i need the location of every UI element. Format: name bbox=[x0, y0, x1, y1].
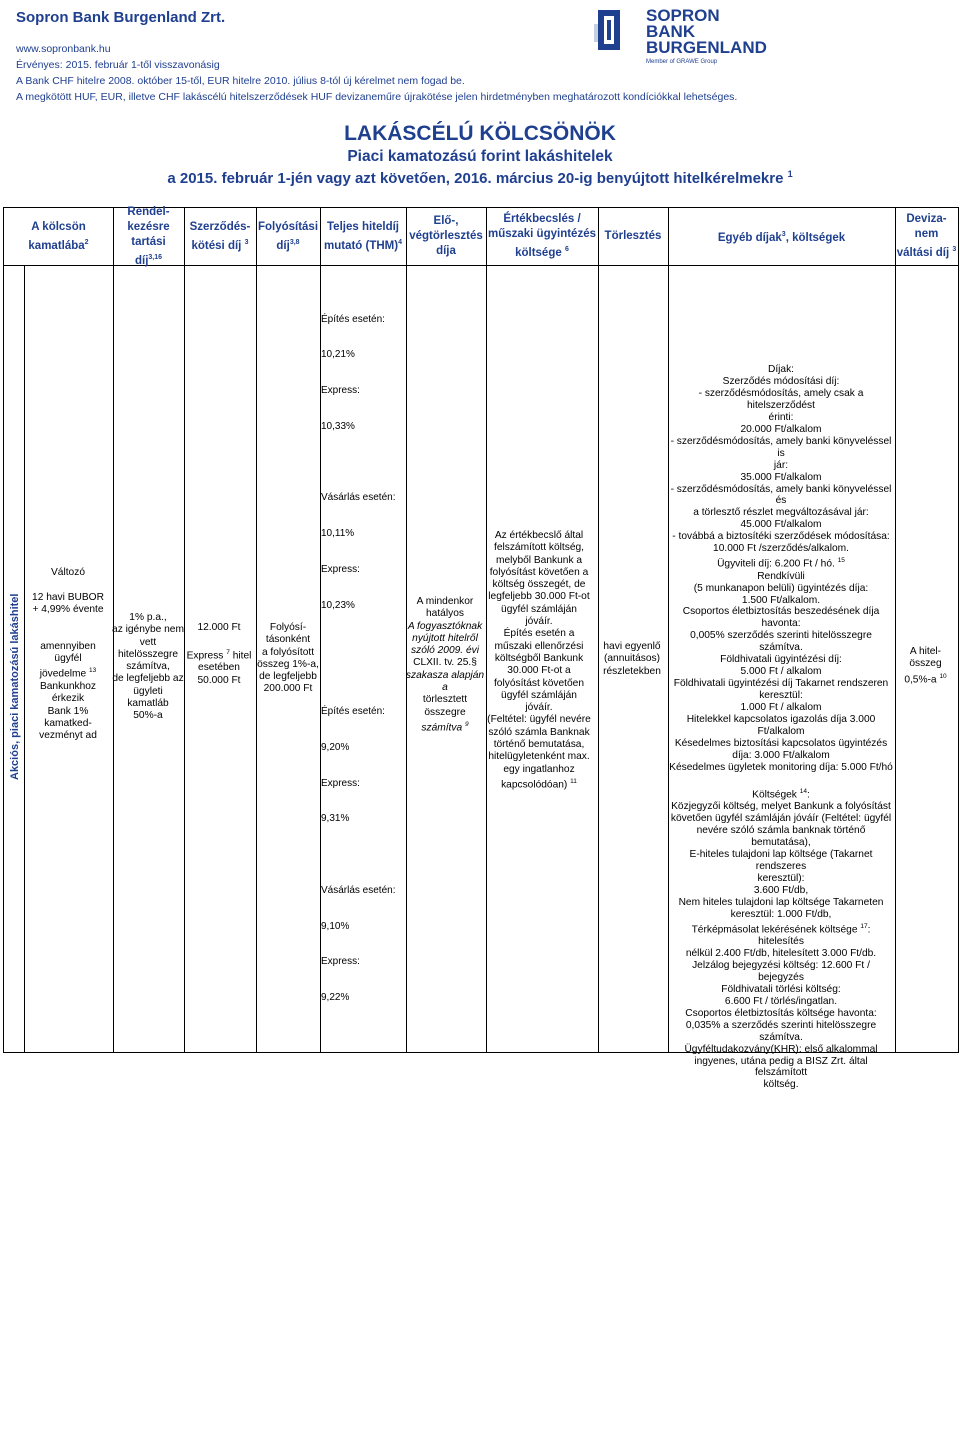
thm-label: Építés esetén: bbox=[321, 706, 385, 717]
thm-value: 10,23% bbox=[321, 600, 355, 611]
thm-label: Express: bbox=[321, 385, 360, 396]
bank-website-link[interactable]: www.sopronbank.hu bbox=[16, 43, 111, 55]
thm-label: Express: bbox=[321, 564, 360, 575]
page-subtitle: Piaci kamatozású forint lakáshitelek bbox=[347, 148, 613, 165]
col-divider bbox=[24, 265, 25, 1052]
thm-value: 9,10% bbox=[321, 921, 350, 932]
col-header-commitment-fee: Rendel- kezésre tartási díj$^{3,16}$ bbox=[127, 205, 170, 267]
logo-line-2: BANK bbox=[646, 22, 696, 41]
row-label-product: Akciós, piaci kamatozású lakáshitel bbox=[9, 593, 21, 780]
thm-label: Építés esetén: bbox=[321, 314, 385, 325]
col-header-currency-change-fee: Deviza-nem váltási díj $^3$ bbox=[896, 213, 957, 259]
thm-value: 10,33% bbox=[321, 421, 355, 432]
thm-value: 10,11% bbox=[321, 528, 355, 539]
thm-label: Express: bbox=[321, 956, 360, 967]
thm-value: 9,22% bbox=[321, 992, 350, 1003]
page-title: LAKÁSCÉLÚ KÖLCSÖNÖK bbox=[344, 122, 616, 145]
col-header-repayment: Törlesztés bbox=[604, 230, 662, 242]
col-header-prepayment-fee: Elő-, végtörlesztés díja bbox=[409, 215, 483, 257]
bank-name: Sopron Bank Burgenland Zrt. bbox=[16, 9, 226, 26]
validity-period: a 2015. február 1-jén vagy azt követően, 2016. március 20-ig benyújtott hitelkérelmekre $^1$ bbox=[167, 169, 793, 187]
thm-label: Vásárlás esetén: bbox=[321, 492, 396, 503]
col-divider bbox=[598, 208, 599, 1052]
col-header-other-fees: Egyéb díjak$^3$, költségek bbox=[717, 231, 846, 244]
logo-member-text: Member of GRAWE Group bbox=[646, 59, 718, 65]
col-header-interest-rate: A kölcsön kamatlába$^2$ bbox=[28, 220, 89, 252]
cell-disbursement-fee: Folyósí- tásonként a folyósított összeg 1%-a, de legfeljebb 200.000 Ft bbox=[257, 622, 319, 695]
thm-value: 9,20% bbox=[321, 742, 350, 753]
validity-note: Érvényes: 2015. február 1-től visszavonásig bbox=[16, 59, 220, 71]
thm-value: 10,21% bbox=[321, 349, 355, 360]
col-header-valuation-cost: Értékbecslés / műszaki ügyintézés költsége $^6$ bbox=[487, 213, 596, 259]
cell-contract-fee: 12.000 Ft Express $^7$ hitel esetében 50.000 Ft bbox=[186, 622, 252, 686]
cell-commitment-fee: 1% p.a., az igénybe nem vett hitelösszegre számítva, de legfeljebb az ügyleti kamatláb 50%-a bbox=[112, 612, 184, 722]
cell-valuation-cost: Az értékbecslő által felszámított költség, melyből Bankunk a folyósítást követően a költség összegét, de legfeljebb 30.000 Ft-ot ügyfél számláján jóváír. Építés esetén a műszaki ellenőrzési költségből Bankunk 30.000 Ft-ot a folyósítást követően ügyfél számláján jóváír. (Feltétel: ügyfél nevére szóló számla Banknak történő bemutatása, hitelügyletenként max. egy ingatlanhoz kapcsolódóan) $^{11}$ bbox=[487, 530, 591, 791]
reconversion-note: A megkötött HUF, EUR, illetve CHF lakáscélú hitelszerződések HUF devizaneműre újrakötése jelen hirdetményben meghatározott kondíciókkal lehetséges. bbox=[16, 91, 738, 103]
logo-line-3: BURGENLAND bbox=[646, 38, 767, 57]
col-header-thm: Teljes hiteldíj mutató (THM)$^4$ bbox=[324, 220, 402, 252]
thm-value: 9,31% bbox=[321, 813, 350, 824]
cell-repayment: havi egyenlő (annuitásos) részletekben bbox=[603, 641, 661, 677]
col-divider bbox=[895, 208, 896, 1052]
cell-prepayment-fee: A mindenkor hatályos A fogyasztóknak nyújtott hitelről szóló 2009. évi CLXII. tv. 25.§ szakasza alapján a törlesztett összegre számítva $^9$ bbox=[405, 596, 485, 734]
thm-label: Vásárlás esetén: bbox=[321, 885, 396, 896]
chf-eur-note: A Bank CHF hitelre 2008. október 15-től, EUR hitelre 2010. július 8-tól új kérelmet nem fogad be. bbox=[16, 75, 465, 87]
col-header-disbursement-fee: Folyósítási díj$^{3,8}$ bbox=[257, 220, 319, 252]
sopron-bank-logo bbox=[594, 4, 774, 66]
thm-label: Express: bbox=[321, 778, 360, 789]
cell-currency-change-fee: A hitel-összeg 0,5%-a $^{10}$ bbox=[904, 646, 947, 685]
logo-line-1: SOPRON bbox=[646, 6, 720, 25]
cell-interest-rate: Változó 12 havi BUBOR + 4,99% évente amennyiben ügyfél jövedelme $^{13}$ Bankunkhoz érkezik Bank 1% kamatked- vezményt ad bbox=[32, 567, 104, 742]
col-header-contract-fee: Szerződés- kötési díj $^3$ bbox=[189, 220, 251, 252]
cell-other-fees: Díjak: Szerződés módosítási díj: - szerződésmódosítás, amely csak a hitelszerződést érinti: 20.000 Ft/alkalom - szerződésmódosítás, amely banki könyveléssel is jár: 35.000 Ft/alkalom - szerződésmódosítás, amely banki könyveléssel és a törlesztő részlet megváltozásával jár: 45.000 Ft/alkalom - továbbá a biztosítéki szerződések módosítása: 10.000 Ft /szerződés/alkalom. Ügyviteli díj: 6.200 Ft / hó. $^{15}$ Rendkívüli (5 munkanapon belüli) ügyintézés díja: 1.500 Ft/alkalom. Csoportos életbiztosítás beszedésének díja havonta: 0,005% szerződés szerinti hitelösszegre számítva. Földhivatali ügyintézési díj: 5.000 Ft / alkalom Földhivatali ügyintézési díj Takarnet rendszeren keresztül: 1.000 Ft / alkalom Hitelekkel kapcsolatos igazolás díja 3.000 Ft/alkalom Késedelmes biztosítási kapcsolatos ügyintézés díja: 3.000 Ft/alkalom Késedelmes ügyletek monitoring díja: 5.000 Ft/hó Költségek $^{14}$: Közjegyzői költség, melyet Bankunk a folyósítást követően ügyfél számláján jóváír (Feltétel: ügyfél nevére szóló számla banknak történő bemutatása), E-hiteles tulajdoni lap költsége (Takarnet rendszeres keresztül): 3.600 Ft/db, Nem hiteles tulajdoni lap költsége Takarneten keresztül: 1.000 Ft/db, Térképmásolat lekérésének költsége $^{17}$: hitelesítés nélkül 2.400 Ft/db, hitelesített 3.000 Ft/db. Jelzálog bejegyzési költség: 12.600 Ft / bejegyzés Földhivatali törlési költség: 6.600 Ft / törlés/ingatlan. Csoportos életbiztosítás költsége havonta: 0,035% a szerződés szerinti hitelösszegre számítva. Ügyféltudakozvány(KHR): első alkalommal ingyenes, utána pedig a BISZ Zrt. által felszámított költség. bbox=[669, 364, 893, 1091]
